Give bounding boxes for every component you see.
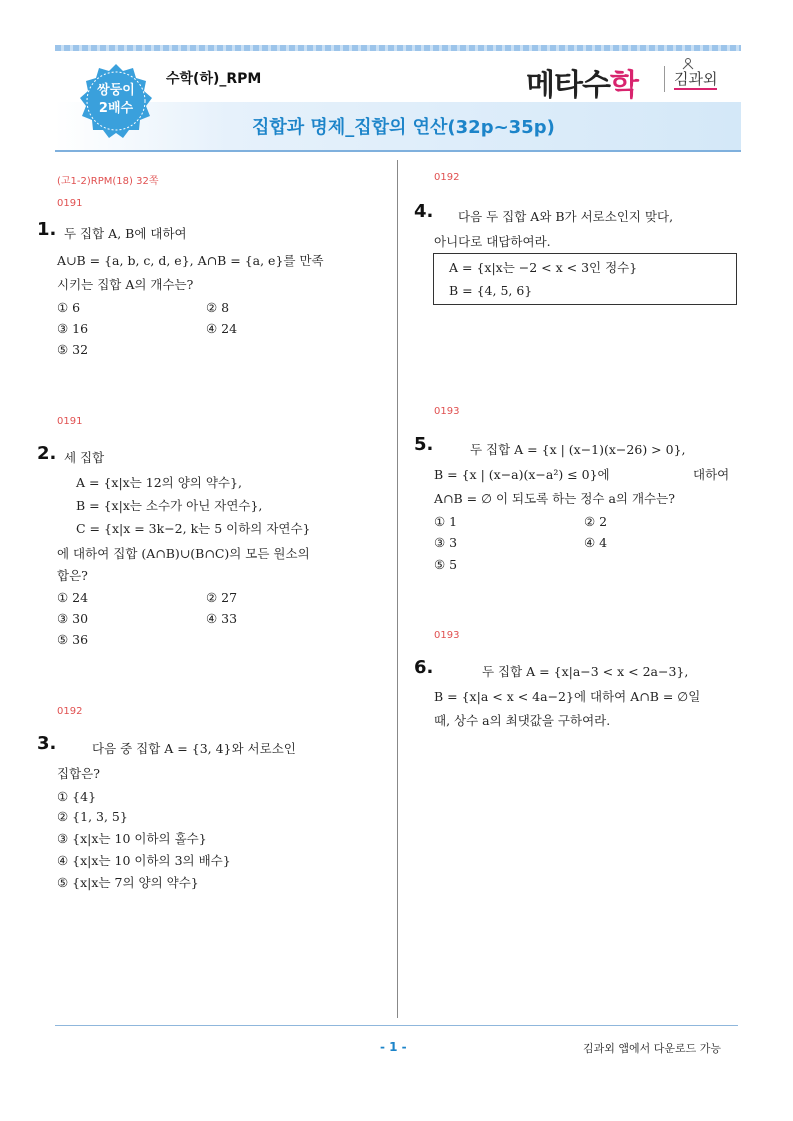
choice: ① 24 (57, 590, 89, 605)
question-code: 0192 (434, 172, 460, 183)
brand-divider (664, 66, 665, 92)
question-text: A∪B = {a, b, c, d, e}, A∩B = {a, e}를 만족 (57, 253, 324, 268)
question-number: 2. (37, 443, 57, 464)
question-code: 0192 (57, 706, 83, 717)
question-text: 시키는 집합 A의 개수는? (57, 277, 194, 292)
top-stripe (55, 45, 741, 51)
question-code: 0193 (434, 630, 460, 641)
page-title: 집합과 명제_집합의 연산(32p~35p) (252, 117, 555, 138)
choice: ④ 4 (584, 535, 608, 550)
question-text: 합은? (57, 568, 88, 583)
choice: ② 8 (206, 300, 230, 315)
choice: ④ {x|x는 10 이하의 3의 배수} (57, 853, 231, 868)
download-note: 김과외 앱에서 다운로드 가능 (583, 1042, 722, 1055)
brand-accent: 학 (609, 68, 638, 103)
question-text: 두 집합 A, B에 대하여 (64, 226, 187, 241)
question-code: 0193 (434, 406, 460, 417)
question-number: 5. (414, 434, 434, 455)
brand-sub: 김과외 (674, 70, 718, 88)
question-text: 세 집합 (64, 450, 105, 465)
question-text: A = {x|x는 12의 양의 약수}, (76, 475, 242, 490)
choice: ⑤ 32 (57, 342, 89, 357)
badge-line-1: 쌍둥이 (97, 83, 135, 98)
person-icon (681, 58, 695, 70)
question-text: 아니다로 대답하여라. (434, 234, 551, 249)
choice: ③ {x|x는 10 이하의 홀수} (57, 831, 207, 846)
question-text: C = {x|x = 3k−2, k는 5 이하의 자연수} (76, 521, 311, 536)
choice: ④ 24 (206, 321, 238, 336)
brand-main: 메타수 (526, 68, 610, 103)
choice: ② 2 (584, 514, 608, 529)
question-number: 1. (37, 219, 57, 240)
choice: ② 27 (206, 590, 238, 605)
question-text: A∩B = ∅ 이 되도록 하는 정수 a의 개수는? (434, 491, 675, 506)
brand-logo (526, 60, 638, 104)
question-text: 때, 상수 a의 최댓값을 구하여라. (434, 713, 611, 728)
footer-divider (55, 1025, 738, 1026)
choice: ④ 33 (206, 611, 238, 626)
choice: ① 6 (57, 300, 81, 315)
condition-text: B = {4, 5, 6} (449, 283, 533, 298)
page-number: - 1 - (380, 1040, 407, 1054)
question-code: 0191 (57, 198, 83, 209)
question-text: 집합은? (57, 766, 100, 781)
choice: ① {4} (57, 789, 97, 804)
question-text: 다음 두 집합 A와 B가 서로소인지 맞다, (458, 209, 674, 224)
question-number: 4. (414, 201, 434, 222)
choice: ⑤ 5 (434, 557, 458, 572)
choice: ⑤ {x|x는 7의 양의 약수} (57, 875, 199, 890)
choice: ② {1, 3, 5} (57, 809, 128, 824)
question-text: 두 집합 A = {x|a−3 < x < 2a−3}, (482, 664, 689, 679)
question-text: B = {x | (x−a)(x−a²) ≤ 0}에 (434, 467, 610, 482)
choice: ③ 16 (57, 321, 89, 336)
question-code: 0191 (57, 416, 83, 427)
choice: ③ 3 (434, 535, 458, 550)
choice: ③ 30 (57, 611, 89, 626)
question-text: 두 집합 A = {x | (x−1)(x−26) > 0}, (470, 442, 686, 457)
condition-text: A = {x|x는 −2 < x < 3인 정수} (449, 260, 638, 275)
question-text: B = {x|a < x < 4a−2}에 대하여 A∩B = ∅일 (434, 689, 701, 704)
source-label: (고1-2)RPM(18) 32쪽 (57, 176, 159, 187)
question-number: 6. (414, 657, 434, 678)
question-number: 3. (37, 733, 57, 754)
column-divider (397, 160, 398, 1018)
badge-line-2: 2배수 (98, 101, 134, 116)
header-divider (55, 150, 741, 152)
question-text: 다음 중 집합 A = {3, 4}와 서로소인 (92, 741, 296, 756)
question-text: 에 대하여 집합 (A∩B)∪(B∩C)의 모든 원소의 (57, 546, 310, 561)
question-text: B = {x|x는 소수가 아닌 자연수}, (76, 498, 263, 513)
subject-label: 수학(하)_RPM (166, 71, 262, 87)
choice: ⑤ 36 (57, 632, 89, 647)
question-text: 대하여 (693, 467, 730, 482)
choice: ① 1 (434, 514, 458, 529)
